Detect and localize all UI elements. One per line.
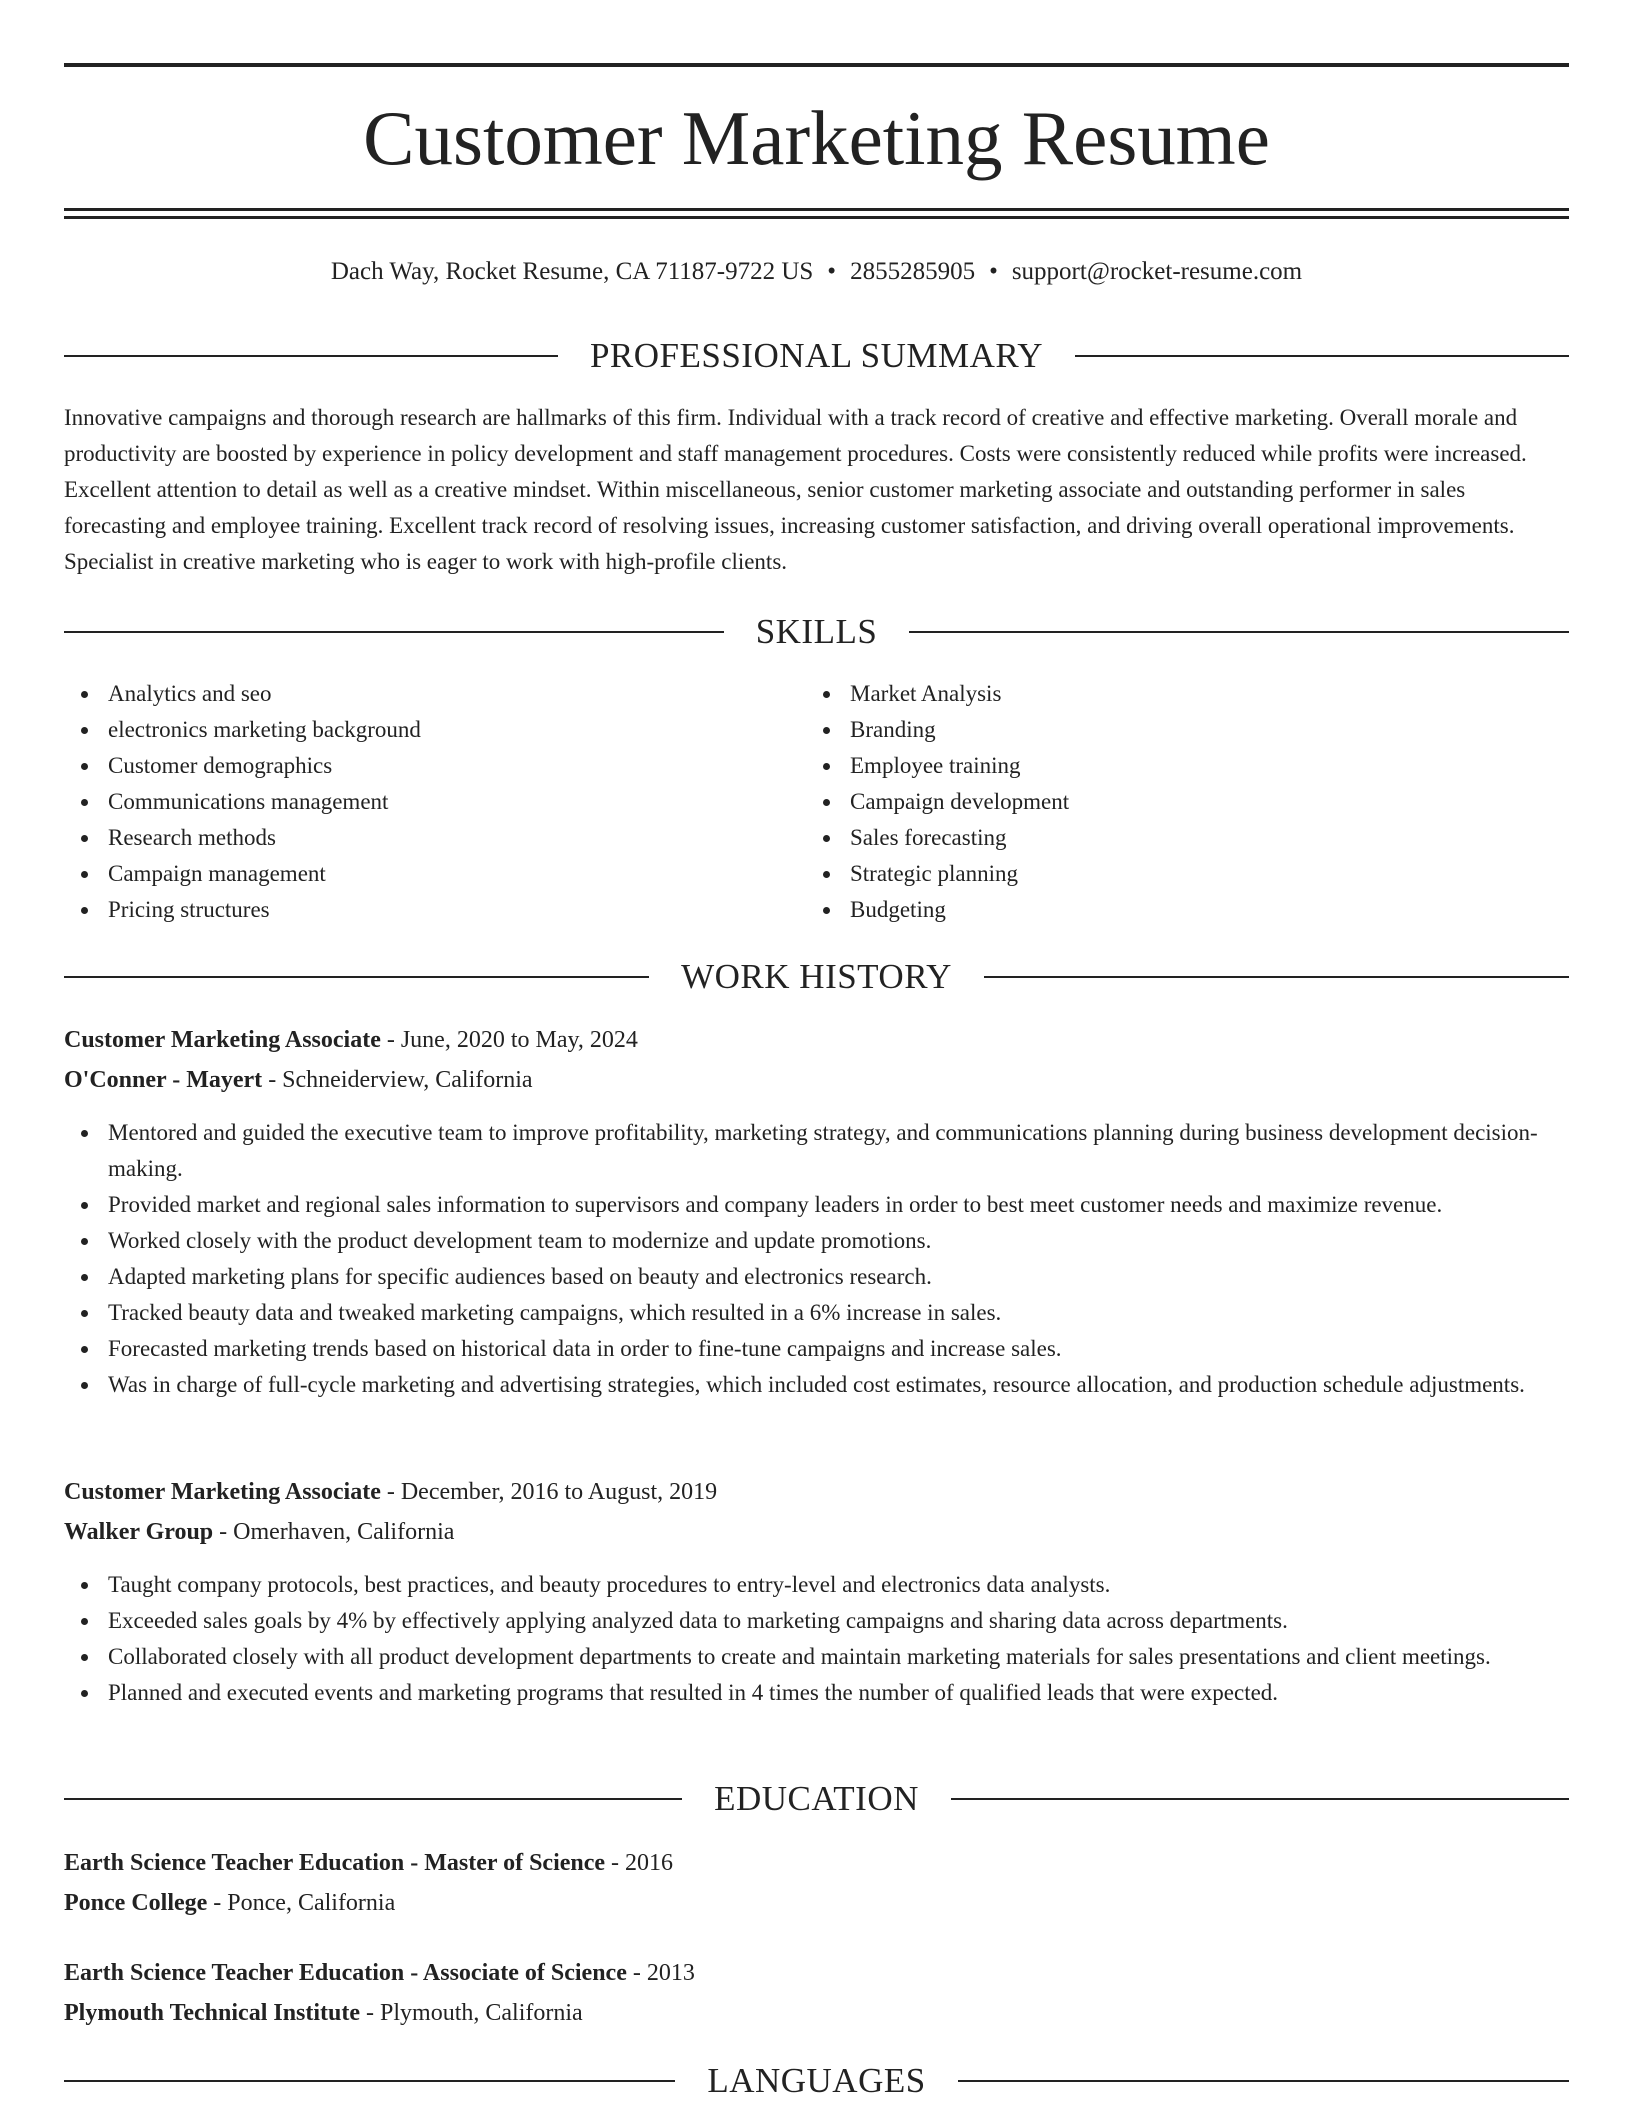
skill-item: Budgeting xyxy=(806,892,1506,928)
job-bullet: Adapted marketing plans for specific audiences based on beauty and electronics research. xyxy=(64,1259,1569,1295)
summary-text: Innovative campaigns and thorough research are hallmarks of this firm. Individual with a track record of creative and effective marketing. Overall morale and productivity are boosted by experience in policy development and staff management procedures. Costs were consistently reduced while profits were increased. Excellent attention to detail as well as a creative mindset. Within miscellaneous, senior customer marketing associate and outstanding performer in sales forecasting and employee training. Excellent track record of resolving issues, increasing customer satisfaction, and driving overall operational improvements. Specialist in creative marketing who is eager to work with high-profile clients. xyxy=(64,405,1527,574)
section-title: PROFESSIONAL SUMMARY xyxy=(589,336,1044,375)
education-degree: Earth Science Teacher Education - Master of Science xyxy=(64,1850,606,1876)
job-title-line xyxy=(64,1474,1569,1510)
job-company: Walker Group xyxy=(64,1519,214,1545)
section-title: LANGUAGES xyxy=(707,2061,926,2100)
education-school-line xyxy=(64,1885,1569,1921)
header-top-rule xyxy=(64,63,1569,67)
job-location: - Omerhaven, California xyxy=(213,1519,455,1545)
job-bullet: Tracked beauty data and tweaked marketing campaigns, which resulted in a 6% increase in sales. xyxy=(64,1295,1569,1331)
contact-separator: • xyxy=(827,258,837,285)
education-location: - Ponce, California xyxy=(207,1890,396,1916)
heading-rule xyxy=(64,976,649,978)
header-double-rule-bottom xyxy=(64,216,1569,219)
job-bullet: Planned and executed events and marketing programs that resulted in 4 times the number of qualified leads that were expected. xyxy=(64,1675,1569,1711)
job-bullet: Forecasted marketing trends based on historical data in order to fine-tune campaigns and increase sales. xyxy=(64,1331,1569,1367)
skill-item: Employee training xyxy=(806,748,1506,784)
education-school-line xyxy=(64,1995,1569,2031)
skills-list-right xyxy=(806,676,1506,928)
job-bullets xyxy=(64,1567,1569,1711)
education-degree: Earth Science Teacher Education - Associate of Science xyxy=(64,1960,627,1986)
job-title-line xyxy=(64,1022,1569,1058)
contact-address: Dach Way, Rocket Resume, CA 71187-9722 US xyxy=(330,258,814,285)
section-heading-languages xyxy=(64,2059,1569,2103)
skill-item: Communications management xyxy=(64,784,764,820)
heading-rule xyxy=(958,2080,1569,2082)
heading-rule xyxy=(64,1798,682,1800)
contact-separator: • xyxy=(989,258,998,285)
section-title: SKILLS xyxy=(755,612,878,651)
section-heading-skills xyxy=(64,610,1569,654)
job-bullet: Worked closely with the product development team to modernize and update promotions. xyxy=(64,1223,1569,1259)
job-title: Customer Marketing Associate xyxy=(64,1479,381,1505)
education-location: - Plymouth, California xyxy=(360,2000,583,2026)
heading-rule xyxy=(984,976,1569,978)
job-bullet: Taught company protocols, best practices, and beauty procedures to entry-level and electronics data analysts. xyxy=(64,1567,1569,1603)
skill-item: Branding xyxy=(806,712,1506,748)
heading-rule xyxy=(1075,355,1569,357)
job-title: Customer Marketing Associate xyxy=(64,1027,381,1053)
section-heading-work xyxy=(64,955,1569,999)
education-school: Ponce College xyxy=(64,1890,208,1916)
heading-rule xyxy=(64,355,558,357)
job-bullets xyxy=(64,1115,1569,1403)
education-school: Plymouth Technical Institute xyxy=(64,2000,361,2026)
skill-item: Research methods xyxy=(64,820,764,856)
job-company: O'Conner - Mayert xyxy=(64,1067,263,1093)
heading-rule xyxy=(64,2080,675,2082)
heading-rule xyxy=(951,1798,1569,1800)
section-heading-summary xyxy=(64,334,1569,378)
skill-item: Pricing structures xyxy=(64,892,764,928)
job-company-line xyxy=(64,1514,1569,1550)
job-location: - Schneiderview, California xyxy=(262,1067,533,1093)
skill-item: Sales forecasting xyxy=(806,820,1506,856)
contact-phone: 2855285905 xyxy=(850,258,976,285)
skill-item: Customer demographics xyxy=(64,748,764,784)
education-year: - 2016 xyxy=(605,1850,674,1876)
job-bullet: Was in charge of full-cycle marketing and advertising strategies, which included cost estimates, resource allocation, and production schedule adjustments. xyxy=(64,1367,1569,1403)
header-double-rule-top xyxy=(64,208,1569,211)
skill-item: Analytics and seo xyxy=(64,676,764,712)
skill-item: Market Analysis xyxy=(806,676,1506,712)
job-bullet: Collaborated closely with all product development departments to create and maintain marketing materials for sales presentations and client meetings. xyxy=(64,1639,1569,1675)
section-title: WORK HISTORY xyxy=(681,957,952,996)
section-title: EDUCATION xyxy=(714,1779,919,1818)
heading-rule xyxy=(909,631,1569,633)
education-year: - 2013 xyxy=(626,1960,695,1986)
resume-title: Customer Marketing Resume xyxy=(363,95,1270,181)
skill-item: electronics marketing background xyxy=(64,712,764,748)
contact-email: support@rocket-resume.com xyxy=(1011,258,1303,285)
job-bullet: Provided market and regional sales information to supervisors and company leaders in order to best meet customer needs and maximize revenue. xyxy=(64,1187,1569,1223)
job-dates: - December, 2016 to August, 2019 xyxy=(380,1479,718,1505)
job-company-line xyxy=(64,1062,1569,1098)
job-dates: - June, 2020 to May, 2024 xyxy=(380,1027,638,1053)
education-degree-line xyxy=(64,1845,1569,1881)
education-degree-line xyxy=(64,1955,1569,1991)
skills-list-left xyxy=(64,676,764,928)
section-heading-education xyxy=(64,1777,1569,1821)
contact-line xyxy=(64,254,1569,290)
skill-item: Campaign management xyxy=(64,856,764,892)
skill-item: Campaign development xyxy=(806,784,1506,820)
job-bullet: Mentored and guided the executive team to improve profitability, marketing strategy, and communications planning during business development decision-making. xyxy=(64,1115,1569,1187)
heading-rule xyxy=(64,631,724,633)
skill-item: Strategic planning xyxy=(806,856,1506,892)
job-bullet: Exceeded sales goals by 4% by effectively applying analyzed data to marketing campaigns and sharing data across departments. xyxy=(64,1603,1569,1639)
